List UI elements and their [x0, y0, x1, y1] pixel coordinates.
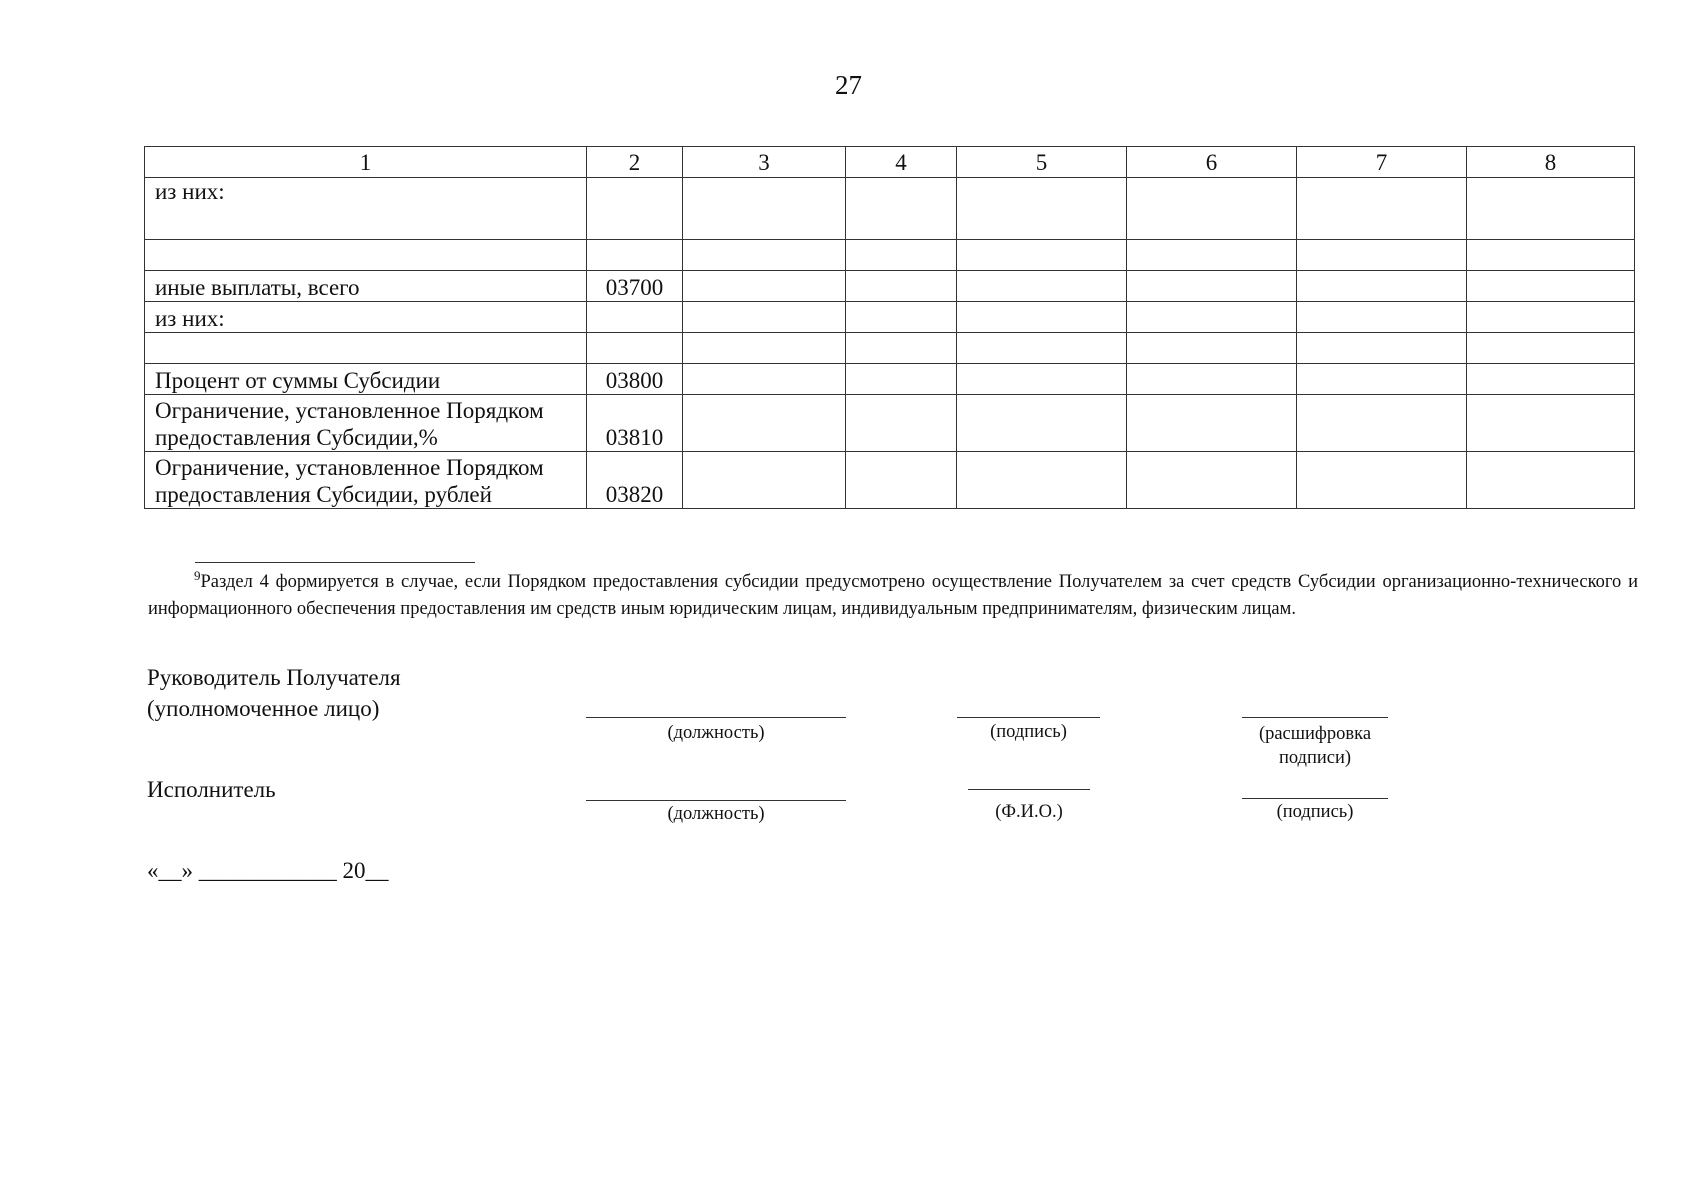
column-header: 8: [1467, 147, 1635, 178]
table-cell: [846, 333, 957, 364]
table-cell: [1297, 333, 1467, 364]
executor-name-caption: (Ф.И.О.): [995, 802, 1063, 822]
column-header: 6: [1127, 147, 1297, 178]
table-cell: [1297, 178, 1467, 240]
table-cell: [957, 333, 1127, 364]
head-label-line-2: (уполномоченное лицо): [147, 696, 380, 721]
table-cell: [957, 178, 1127, 240]
executor-position-line: [586, 800, 846, 801]
footnote-text: Раздел 4 формируется в случае, если Порядком предоставления субсидии предусмотрено осуществление Получателем за счет средств Субсидии организационно-технического и информационного обеспечения предоставления им средств иным юридическим лицам, индивидуальным предпринимателям, физическим лицам.: [148, 572, 1638, 620]
row-code: 03810: [587, 395, 683, 452]
table-cell: [846, 271, 957, 302]
table-cell: [683, 271, 846, 302]
table-cell: [1127, 395, 1297, 452]
table-row: [145, 452, 1635, 509]
footnote-mark: 9: [194, 568, 201, 583]
table-cell: [1127, 452, 1297, 509]
table-cell: [683, 178, 846, 240]
column-header: 4: [846, 147, 957, 178]
row-label: [145, 240, 587, 271]
executor-signature-caption: (подпись): [1276, 802, 1354, 822]
table-cell: [683, 364, 846, 395]
table-row: [145, 240, 1635, 271]
row-label: [145, 333, 587, 364]
table-cell: [1297, 271, 1467, 302]
column-header: 7: [1297, 147, 1467, 178]
row-label: Ограничение, установленное Порядком предоставления Субсидии, рублей: [145, 452, 587, 509]
table-cell: [683, 333, 846, 364]
table-cell: [1297, 452, 1467, 509]
table-cell: [683, 302, 846, 333]
head-position-line: [586, 717, 846, 718]
table-cell: [1127, 178, 1297, 240]
head-name-caption: (расшифровка подписи): [1258, 724, 1372, 768]
table-cell: [683, 240, 846, 271]
row-code: 03800: [587, 364, 683, 395]
page-number: 27: [835, 70, 862, 100]
table-cell: [1467, 302, 1635, 333]
table-cell: [957, 452, 1127, 509]
table-cell: [1467, 333, 1635, 364]
table-cell: [1467, 271, 1635, 302]
table-cell: [1297, 240, 1467, 271]
head-label-line-1: Руководитель Получателя: [147, 665, 401, 690]
row-code: [587, 240, 683, 271]
column-header: 1: [145, 147, 587, 178]
table-cell: [1127, 240, 1297, 271]
table-cell: [957, 364, 1127, 395]
executor-signature-line: [1242, 798, 1388, 799]
column-header: 5: [957, 147, 1127, 178]
table-cell: [957, 302, 1127, 333]
table-cell: [1127, 271, 1297, 302]
executor-name-line: [968, 789, 1090, 790]
table-cell: [1127, 364, 1297, 395]
table-row: [145, 302, 1635, 333]
row-label: иные выплаты, всего: [145, 271, 587, 302]
head-signature-caption: (подпись): [990, 722, 1067, 742]
table-cell: [1127, 302, 1297, 333]
table-row: [145, 333, 1635, 364]
table-row: [145, 364, 1635, 395]
executor-position-caption: (должность): [667, 804, 765, 824]
table-row: [145, 271, 1635, 302]
table-cell: [957, 271, 1127, 302]
table-cell: [957, 240, 1127, 271]
table-cell: [846, 395, 957, 452]
table-cell: [846, 302, 957, 333]
table-cell: [1297, 364, 1467, 395]
head-signature-line: [957, 717, 1100, 718]
table-cell: [846, 452, 957, 509]
table-cell: [1467, 364, 1635, 395]
table-cell: [1467, 178, 1635, 240]
table-cell: [683, 452, 846, 509]
row-label: из них:: [145, 302, 587, 333]
table-cell: [683, 395, 846, 452]
row-code: 03820: [587, 452, 683, 509]
table-header-row: [145, 147, 1635, 178]
row-code: [587, 178, 683, 240]
table-cell: [846, 178, 957, 240]
table-cell: [846, 364, 957, 395]
row-label: из них:: [145, 178, 587, 240]
table-cell: [846, 240, 957, 271]
column-header: 3: [683, 147, 846, 178]
report-table: [144, 146, 1635, 509]
date-line: «__» ____________ 20__: [147, 858, 389, 883]
table-cell: [1297, 395, 1467, 452]
table-cell: [1467, 452, 1635, 509]
table-cell: [957, 395, 1127, 452]
head-position-caption: (должность): [667, 723, 765, 743]
head-name-line: [1242, 717, 1388, 718]
row-code: 03700: [587, 271, 683, 302]
table-cell: [1467, 395, 1635, 452]
executor-label: Исполнитель: [147, 777, 276, 802]
row-label: Процент от суммы Субсидии: [145, 364, 587, 395]
column-header: 2: [587, 147, 683, 178]
table-cell: [1467, 240, 1635, 271]
row-code: [587, 302, 683, 333]
table-cell: [1127, 333, 1297, 364]
table-row: [145, 395, 1635, 452]
table-row: [145, 178, 1635, 240]
row-code: [587, 333, 683, 364]
footnote: [148, 562, 1638, 623]
row-label: Ограничение, установленное Порядком предоставления Субсидии,%: [145, 395, 587, 452]
table-cell: [1297, 302, 1467, 333]
